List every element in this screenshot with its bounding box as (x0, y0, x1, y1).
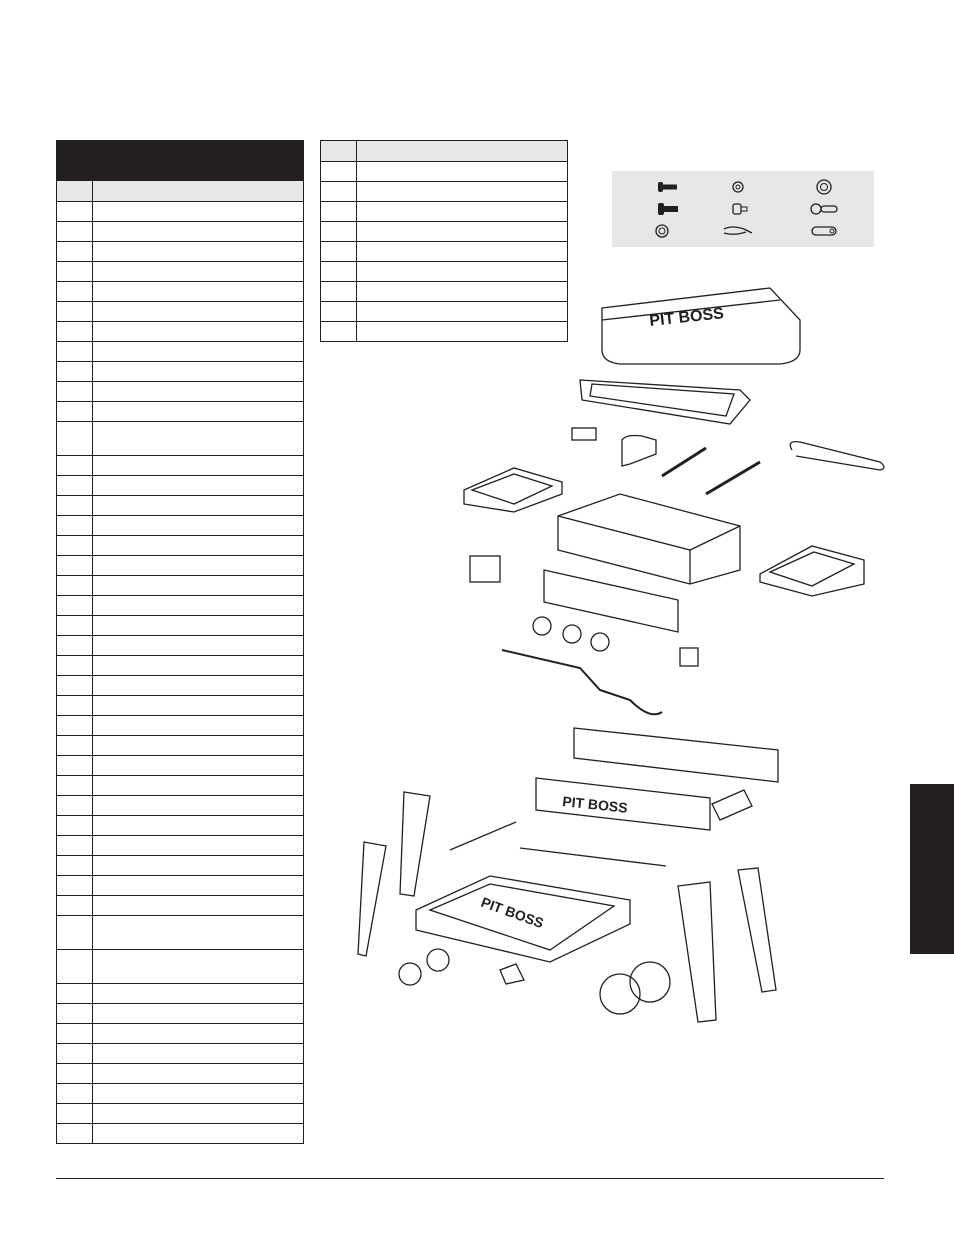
part-number-cell (57, 1024, 93, 1043)
part-number-cell (57, 1044, 93, 1063)
table-title-bar (57, 141, 303, 181)
table-row (57, 795, 303, 815)
part-number-cell (57, 736, 93, 755)
table-row (57, 321, 303, 341)
leg-left-front (358, 842, 386, 956)
part-description-cell (357, 162, 567, 181)
part-number-cell (321, 222, 357, 241)
table-row (57, 301, 303, 321)
part-description-cell (93, 456, 303, 475)
part-description-cell (93, 896, 303, 915)
part-number-cell (321, 162, 357, 181)
part-number-cell (57, 402, 93, 421)
cotter-pin-icon (724, 227, 752, 234)
igniter-box (680, 648, 698, 666)
part-number-cell (57, 796, 93, 815)
part-number-cell (57, 756, 93, 775)
part-number-cell (57, 676, 93, 695)
table-row (57, 455, 303, 475)
burner-u (622, 436, 656, 467)
part-number-cell (57, 856, 93, 875)
part-description-cell (93, 1064, 303, 1083)
panel-brand-logo: PIT BOSS (561, 793, 629, 816)
support-rod (520, 848, 666, 866)
tank-holder (470, 556, 500, 582)
part-number-cell (57, 322, 93, 341)
part-description-cell (93, 556, 303, 575)
side-shelf-right (760, 546, 864, 596)
table-row (57, 755, 303, 775)
part-number-cell (57, 776, 93, 795)
griddle-lid (602, 288, 800, 364)
part-description-cell (93, 984, 303, 1003)
long-bolt-icon (658, 203, 678, 215)
table-header-row (57, 181, 303, 201)
gas-manifold (502, 650, 662, 714)
part-description-cell (93, 1004, 303, 1023)
table-row (57, 1063, 303, 1083)
table-row (57, 401, 303, 421)
table-row (57, 595, 303, 615)
table-row (57, 675, 303, 695)
firebox (558, 494, 740, 584)
table-row (57, 555, 303, 575)
control-knob (591, 633, 609, 651)
part-description-cell (93, 282, 303, 301)
mounting-bracket (500, 964, 524, 984)
control-knob (533, 617, 551, 635)
part-description-cell (93, 362, 303, 381)
part-number-cell (57, 202, 93, 221)
part-number-cell (57, 816, 93, 835)
part-description-cell (93, 636, 303, 655)
table-row (57, 715, 303, 735)
table-row (57, 1123, 303, 1143)
part-number-cell (57, 362, 93, 381)
parts-list-table-left (56, 140, 304, 1144)
part-number-cell (57, 896, 93, 915)
part-number-cell (57, 616, 93, 635)
part-description-cell (93, 950, 303, 983)
leg-right-front (678, 882, 716, 1022)
table-row (57, 1003, 303, 1023)
part-description-cell (93, 322, 303, 341)
part-description-cell (93, 576, 303, 595)
part-description-cell (93, 856, 303, 875)
part-number-cell (57, 496, 93, 515)
part-number-cell (57, 516, 93, 535)
table-row (57, 421, 303, 455)
table-row (57, 735, 303, 755)
part-number-cell (321, 202, 357, 221)
part-number-cell (57, 1124, 93, 1143)
table-row (57, 381, 303, 401)
part-number-cell (57, 984, 93, 1003)
part-description-cell (357, 222, 567, 241)
table-row (57, 1043, 303, 1063)
part-number-cell (57, 242, 93, 261)
griddle-plate (580, 380, 750, 424)
button-head-bolt-icon (658, 182, 677, 192)
part-description-cell (93, 1124, 303, 1143)
flat-washer-icon (817, 180, 831, 194)
table-header-row (321, 141, 567, 161)
part-number-cell (57, 636, 93, 655)
part-description-cell (93, 656, 303, 675)
lid-brand-logo: PIT BOSS (648, 305, 725, 330)
cap-nut-icon (733, 204, 747, 214)
part-description-cell (93, 676, 303, 695)
table-row (57, 855, 303, 875)
regulator-bracket (712, 790, 752, 820)
table-row (57, 1083, 303, 1103)
table-row (57, 241, 303, 261)
caster-wheel (399, 963, 421, 985)
table-row (57, 875, 303, 895)
part-number-cell (57, 556, 93, 575)
part-description-cell (93, 1024, 303, 1043)
table-row (321, 221, 567, 241)
table-row (57, 835, 303, 855)
table-row (57, 341, 303, 361)
exploded-parts-diagram (330, 250, 890, 1040)
part-description-cell (93, 876, 303, 895)
grease-cup (572, 428, 596, 440)
part-number-cell (57, 950, 93, 983)
part-number-cell (57, 222, 93, 241)
header-number-cell (57, 181, 93, 201)
part-number-cell (57, 1004, 93, 1023)
lock-washer-icon (656, 225, 668, 237)
part-number-cell (57, 596, 93, 615)
table-row (57, 1023, 303, 1043)
table-row (57, 361, 303, 381)
table-row (57, 775, 303, 795)
part-description-cell (93, 422, 303, 455)
part-description-cell (93, 476, 303, 495)
part-number-cell (57, 576, 93, 595)
table-row (57, 281, 303, 301)
part-description-cell (93, 736, 303, 755)
leg-right-rear (738, 868, 776, 992)
part-description-cell (93, 716, 303, 735)
part-number-cell (57, 476, 93, 495)
part-description-cell (93, 836, 303, 855)
table-row (57, 949, 303, 983)
part-description-cell (93, 596, 303, 615)
control-knob (563, 625, 581, 643)
part-number-cell (57, 456, 93, 475)
table-row (321, 201, 567, 221)
part-description-cell (93, 342, 303, 361)
part-description-cell (93, 262, 303, 281)
part-number-cell (57, 916, 93, 949)
part-description-cell (93, 616, 303, 635)
table-row (57, 1103, 303, 1123)
part-number-cell (57, 876, 93, 895)
caster-wheel (427, 949, 449, 971)
part-number-cell (57, 536, 93, 555)
part-description-cell (93, 242, 303, 261)
table-row (321, 181, 567, 201)
burner-tube (706, 462, 760, 494)
small-nut-icon (733, 182, 743, 192)
table-row (57, 983, 303, 1003)
part-number-cell (57, 262, 93, 281)
header-number-cell (321, 141, 357, 161)
header-description-cell (357, 141, 567, 161)
part-description-cell (93, 222, 303, 241)
table-row (57, 221, 303, 241)
table-row (57, 575, 303, 595)
footer-divider (56, 1178, 884, 1179)
support-rod (450, 822, 516, 850)
part-description-cell (93, 796, 303, 815)
control-panel (544, 570, 678, 632)
part-description-cell (93, 1084, 303, 1103)
part-number-cell (57, 656, 93, 675)
part-number-cell (57, 302, 93, 321)
part-description-cell (93, 516, 303, 535)
part-number-cell (57, 342, 93, 361)
part-description-cell (93, 1104, 303, 1123)
part-number-cell (57, 1084, 93, 1103)
part-description-cell (93, 1044, 303, 1063)
table-row (57, 815, 303, 835)
part-number-cell (57, 716, 93, 735)
table-row (57, 201, 303, 221)
part-description-cell (93, 756, 303, 775)
header-description-cell (93, 181, 303, 201)
part-description-cell (357, 182, 567, 201)
hardware-pack-box (612, 171, 874, 247)
table-row (57, 895, 303, 915)
clevis-pin-icon (811, 204, 837, 214)
part-description-cell (93, 536, 303, 555)
table-row (57, 635, 303, 655)
table-row (57, 915, 303, 949)
table-row (57, 261, 303, 281)
axle-pin-icon (812, 227, 836, 235)
bottom-shelf (416, 876, 630, 962)
part-description-cell (357, 202, 567, 221)
burner-tube (662, 448, 706, 476)
table-row (321, 161, 567, 181)
part-number-cell (57, 422, 93, 455)
part-number-cell (321, 182, 357, 201)
part-number-cell (57, 282, 93, 301)
part-description-cell (93, 916, 303, 949)
table-row (57, 695, 303, 715)
part-description-cell (93, 402, 303, 421)
logo-panel (536, 778, 710, 830)
part-description-cell (93, 696, 303, 715)
part-description-cell (93, 496, 303, 515)
part-number-cell (57, 836, 93, 855)
table-row (57, 475, 303, 495)
section-side-tab (910, 784, 954, 954)
front-panel (574, 728, 778, 782)
part-number-cell (57, 382, 93, 401)
leg-left-rear (400, 792, 430, 896)
side-shelf-left (464, 468, 562, 512)
table-row (57, 495, 303, 515)
part-description-cell (93, 302, 303, 321)
part-description-cell (93, 382, 303, 401)
part-description-cell (93, 776, 303, 795)
part-number-cell (57, 1104, 93, 1123)
part-number-cell (57, 1064, 93, 1083)
part-number-cell (57, 696, 93, 715)
part-description-cell (93, 202, 303, 221)
side-handle (790, 442, 884, 470)
part-description-cell (93, 816, 303, 835)
table-row (57, 615, 303, 635)
table-row (57, 535, 303, 555)
shelf-brand-logo: PIT BOSS (478, 893, 546, 932)
table-row (57, 655, 303, 675)
table-row (57, 515, 303, 535)
